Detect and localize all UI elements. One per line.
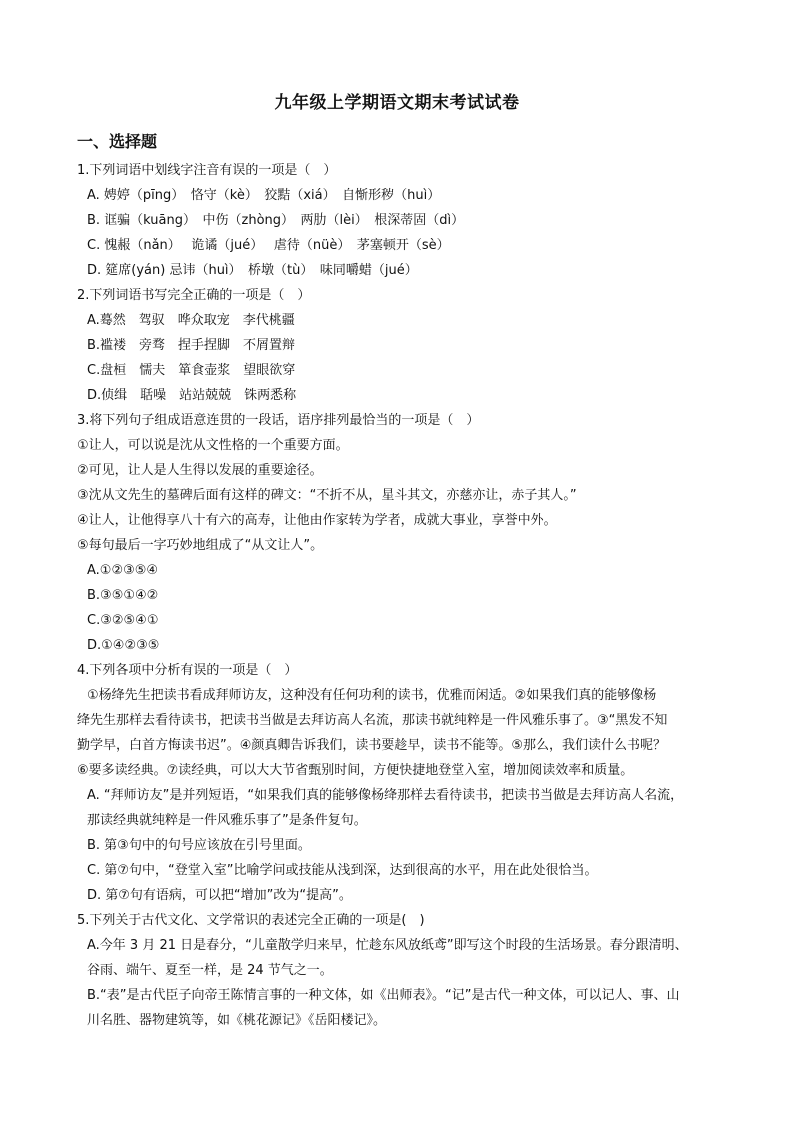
question-1-stem: 1.下列词语中划线字注音有误的一项是（ ）: [77, 163, 337, 178]
question-5-stem: 5.下列关于古代文化、文学常识的表述完全正确的一项是( ): [77, 913, 425, 928]
question-4-stem: 4.下列各项中分析有误的一项是（ ）: [77, 663, 298, 678]
question-3-sentence-4: ④让人，让他得享八十有六的高寿，让他由作家转为学者，成就大事业，享誉中外。: [77, 513, 557, 528]
question-4-passage-line-2: 绛先生那样去看待读书，把读书当做是去拜访高人名流，那读书就纯粹是一件风雅乐事了。③“黑发不知: [77, 713, 668, 728]
section-heading: 一、选择题: [77, 132, 158, 151]
question-3-sentence-3: ③沈从文先生的墓碑后面有这样的碑文：“不折不从，星斗其文，亦慈亦让，赤子其人。”: [77, 488, 577, 503]
question-2-option-d: D.侦缉 聒噪 站站兢兢 铢两悉称: [87, 388, 297, 403]
question-1-option-a: A. 娉婷（pīng） 恪守（kè） 狡黠（xiá） 自惭形秽（huì）: [87, 188, 441, 203]
question-4-option-b: B. 第③句中的句号应该放在引号里面。: [87, 838, 311, 853]
question-4-passage-line-4: ⑥要多读经典。⑦读经典，可以大大节省甄别时间，方便快捷地登堂入室，增加阅读效率和质量。: [77, 763, 634, 778]
question-4-passage-line-3: 勤学早，白首方悔读书迟”。④颜真卿告诉我们，读书要趁早，读书不能等。⑤那么，我们读什么书呢？: [77, 738, 667, 753]
question-3-sentence-2: ②可见，让人是人生得以发展的重要途径。: [77, 463, 323, 478]
question-5-option-a-line-1: A.今年 3 月 21 日是春分，“儿童散学归来早，忙趁东风放纸鸢”即写这个时段的生活场景。春分跟清明、: [87, 938, 688, 953]
question-5-option-a-line-2: 谷雨、端午、夏至一样，是 24 节气之一。: [87, 963, 333, 978]
question-3-option-a: A.①②③⑤④: [87, 563, 159, 578]
question-4-option-c: C. 第⑦句中，“登堂入室”比喻学问或技能从浅到深，达到很高的水平，用在此处很恰当。: [87, 863, 598, 878]
question-list: [77, 158, 722, 1033]
question-3-sentence-5: ⑤每句最后一字巧妙地组成了“从文让人”。: [77, 538, 324, 553]
question-3-option-c: C.③②⑤④①: [87, 613, 159, 628]
question-3-option-d: D.①④②③⑤: [87, 638, 160, 653]
exam-title: 九年级上学期语文期末考试试卷: [274, 93, 520, 113]
question-2-option-a: A.蓦然 驾驭 哗众取宠 李代桃疆: [87, 313, 295, 328]
question-3-stem: 3.将下列句子组成语意连贯的一段话，语序排列最恰当的一项是（ ）: [77, 413, 480, 428]
question-3-sentence-1: ①让人，可以说是沈从文性格的一个重要方面。: [77, 438, 349, 453]
question-2-option-b: B.褴褛 旁骛 捏手捏脚 不屑置辩: [87, 338, 296, 353]
question-1-option-b: B. 诓骗（kuāng） 中伤（zhòng） 两肋（lèi） 根深蒂固（dì）: [87, 213, 465, 228]
question-1-option-d: D. 筵席(yán) 忌讳（huì） 桥墩（tù） 味同嚼蜡（jué）: [87, 263, 418, 278]
question-5-option-b-line-2: 川名胜、器物建筑等，如《桃花源记》《岳阳楼记》。: [87, 1013, 387, 1028]
question-5-option-b-line-1: B.“表”是古代臣子向帝王陈情言事的一种文体，如《出师表》。“记”是古代一种文体，可以记人、事、山: [87, 988, 680, 1003]
question-3-option-b: B.③⑤①④②: [87, 588, 159, 603]
question-4-option-a-line-1: A. “拜师访友”是并列短语，“如果我们真的能够像杨绛那样去看待读书，把读书当做是去拜访高人名流，: [87, 788, 684, 803]
question-4-option-d: D. 第⑦句有语病，可以把“增加”改为“提高”。: [87, 888, 352, 903]
question-2-stem: 2.下列词语书写完全正确的一项是（ ）: [77, 288, 311, 303]
question-1-option-c: C. 愧赧（nǎn） 诡谲（jué） 虐待（nüè） 茅塞顿开（sè）: [87, 238, 450, 253]
question-4-option-a-line-2: 那读经典就纯粹是一件风雅乐事了”是条件复句。: [87, 813, 367, 828]
question-4-passage-line-1: ①杨绛先生把读书看成拜师访友，这种没有任何功利的读书，优雅而闲适。②如果我们真的能够像杨: [87, 688, 657, 703]
question-2-option-c: C.盘桓 懦夫 箪食壶浆 望眼欲穿: [87, 363, 296, 378]
